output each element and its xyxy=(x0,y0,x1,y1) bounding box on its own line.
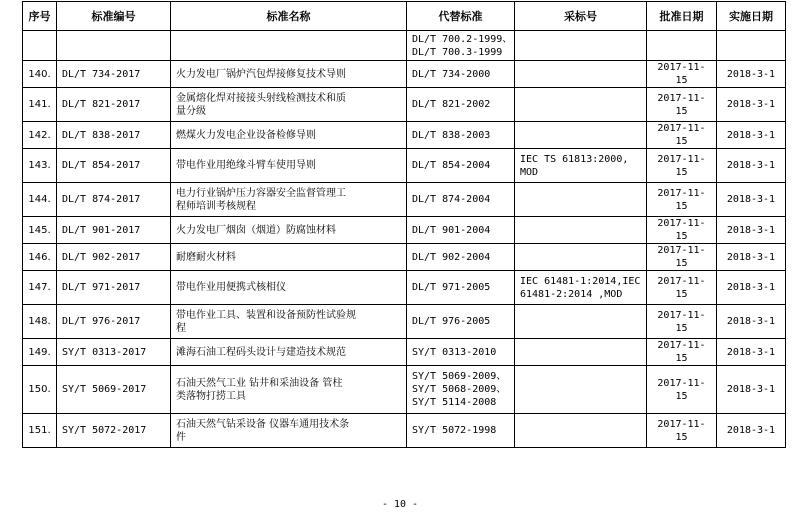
approve-date: 2017-11-15 xyxy=(647,244,717,271)
adopted-standard xyxy=(515,149,647,183)
approve-date: 2017-11-15 xyxy=(647,217,717,244)
standard-name xyxy=(171,414,407,448)
replaced-standard-line: DL/T 700.3-1999 xyxy=(412,46,503,58)
standard-name xyxy=(171,183,407,217)
standard-name xyxy=(171,217,407,244)
adopted-standard xyxy=(515,305,647,339)
replaced-standard xyxy=(407,217,515,244)
standard-code: DL/T 971-2017 xyxy=(57,271,171,305)
replaced-standard-line: DL/T 901-2004 xyxy=(412,224,491,236)
table-row xyxy=(23,61,786,88)
replaced-standard xyxy=(407,122,515,149)
standard-name xyxy=(171,88,407,122)
replaced-standard-line: SY/T 5068-2009、 xyxy=(412,384,507,395)
approve-date: 2017-11-15 xyxy=(647,271,717,305)
adopted-standard-line: MOD xyxy=(520,166,539,178)
col-header-approve-date: 批准日期 xyxy=(647,2,717,31)
table-row xyxy=(23,366,786,414)
standard-name-line: 类落物打捞工具 xyxy=(176,390,246,402)
implement-date xyxy=(717,31,786,61)
standard-code: DL/T 821-2017 xyxy=(57,88,171,122)
replaced-standard xyxy=(407,88,515,122)
adopted-standard-line: IEC 61481-1:2014,IEC xyxy=(520,275,641,287)
standards-table xyxy=(22,1,786,448)
table-header-row xyxy=(23,2,786,31)
row-index: 141. xyxy=(23,88,57,122)
replaced-standard xyxy=(407,183,515,217)
table-row xyxy=(23,414,786,448)
col-header-replaced: 代替标准 xyxy=(407,2,515,31)
replaced-standard-line: SY/T 5114-2008 xyxy=(412,397,497,408)
adopted-standard xyxy=(515,366,647,414)
replaced-standard-line: DL/T 854-2004 xyxy=(412,160,491,171)
adopted-standard xyxy=(515,217,647,244)
implement-date: 2018-3-1 xyxy=(717,305,786,339)
implement-date: 2018-3-1 xyxy=(717,122,786,149)
table-row xyxy=(23,217,786,244)
adopted-standard xyxy=(515,183,647,217)
adopted-standard xyxy=(515,414,647,448)
replaced-standard-line: DL/T 902-2004 xyxy=(412,251,491,263)
replaced-standard xyxy=(407,339,515,366)
standard-name-line: 量分级 xyxy=(176,105,206,117)
replaced-standard xyxy=(407,31,515,61)
adopted-standard xyxy=(515,339,647,366)
approve-date: 2017-11-15 xyxy=(647,339,717,366)
col-header-name: 标准名称 xyxy=(171,2,407,31)
approve-date: 2017-11-15 xyxy=(647,149,717,183)
implement-date: 2018-3-1 xyxy=(717,414,786,448)
standard-code: DL/T 901-2017 xyxy=(57,217,171,244)
approve-date: 2017-11-15 xyxy=(647,61,717,88)
replaced-standard-line: DL/T 734-2000 xyxy=(412,68,491,80)
table-row xyxy=(23,271,786,305)
standard-name-line: 滩海石油工程码头设计与建造技术规范 xyxy=(176,346,346,358)
row-index: 140. xyxy=(23,61,57,88)
standard-name-line: 带电作业工具、装置和设备预防性试验规 xyxy=(176,309,356,321)
row-index: 148. xyxy=(23,305,57,339)
standard-name-line: 件 xyxy=(176,431,186,443)
standard-name xyxy=(171,271,407,305)
standard-code: DL/T 854-2017 xyxy=(57,149,171,183)
standard-name-line: 石油天然气钻采设备 仪器车通用技术条 xyxy=(176,418,350,430)
col-header-implement-date: 实施日期 xyxy=(717,2,786,31)
table-row xyxy=(23,183,786,217)
standard-code xyxy=(57,31,171,61)
row-index: 142. xyxy=(23,122,57,149)
implement-date: 2018-3-1 xyxy=(717,149,786,183)
standard-code: SY/T 5069-2017 xyxy=(57,366,171,414)
adopted-standard xyxy=(515,88,647,122)
row-index xyxy=(23,31,57,61)
standard-name-line: 程师培训考核规程 xyxy=(176,200,256,212)
replaced-standard-line: SY/T 0313-2010 xyxy=(412,346,497,358)
row-index: 143. xyxy=(23,149,57,183)
standard-name xyxy=(171,339,407,366)
replaced-standard xyxy=(407,271,515,305)
standard-code: DL/T 734-2017 xyxy=(57,61,171,88)
col-header-code: 标准编号 xyxy=(57,2,171,31)
replaced-standard-line: DL/T 838-2003 xyxy=(412,129,491,141)
approve-date: 2017-11-15 xyxy=(647,183,717,217)
replaced-standard xyxy=(407,414,515,448)
implement-date: 2018-3-1 xyxy=(717,271,786,305)
table-row xyxy=(23,244,786,271)
standard-name-line: 金属熔化焊对接接头射线检测技术和质 xyxy=(176,92,346,104)
standard-name xyxy=(171,31,407,61)
standard-name-line: 电力行业锅炉压力容器安全监督管理工 xyxy=(176,187,346,199)
standard-code: SY/T 0313-2017 xyxy=(57,339,171,366)
adopted-standard xyxy=(515,61,647,88)
standard-name xyxy=(171,149,407,183)
standard-code: DL/T 976-2017 xyxy=(57,305,171,339)
standard-name-line: 带电作业用绝缘斗臂车使用导则 xyxy=(176,160,316,171)
adopted-standard-line: IEC TS 61813:2000, xyxy=(520,153,629,165)
standard-name xyxy=(171,305,407,339)
standard-name-line: 石油天然气工业 钻井和采油设备 管柱 xyxy=(176,377,343,389)
replaced-standard-line: DL/T 821-2002 xyxy=(412,99,491,110)
standard-name xyxy=(171,244,407,271)
implement-date: 2018-3-1 xyxy=(717,339,786,366)
implement-date: 2018-3-1 xyxy=(717,183,786,217)
table-row xyxy=(23,149,786,183)
row-index: 146. xyxy=(23,244,57,271)
standard-name-line: 燃煤火力发电企业设备检修导则 xyxy=(176,129,316,141)
approve-date: 2017-11-15 xyxy=(647,414,717,448)
standard-name-line: 耐磨耐火材料 xyxy=(176,251,236,263)
col-header-adopted: 采标号 xyxy=(515,2,647,31)
row-index: 144. xyxy=(23,183,57,217)
row-index: 145. xyxy=(23,217,57,244)
page-number: - 10 - xyxy=(381,499,419,510)
table-row xyxy=(23,88,786,122)
replaced-standard xyxy=(407,244,515,271)
replaced-standard-line: SY/T 5072-1998 xyxy=(412,425,497,436)
approve-date: 2017-11-15 xyxy=(647,88,717,122)
standard-code: DL/T 902-2017 xyxy=(57,244,171,271)
replaced-standard-line: DL/T 874-2004 xyxy=(412,194,491,205)
replaced-standard xyxy=(407,149,515,183)
approve-date: 2017-11-15 xyxy=(647,305,717,339)
standard-name xyxy=(171,122,407,149)
implement-date: 2018-3-1 xyxy=(717,217,786,244)
standard-name xyxy=(171,366,407,414)
table-row xyxy=(23,305,786,339)
standard-name xyxy=(171,61,407,88)
standard-name-line: 程 xyxy=(176,322,186,334)
row-index: 149. xyxy=(23,339,57,366)
row-index: 151. xyxy=(23,414,57,448)
adopted-standard xyxy=(515,244,647,271)
table-row xyxy=(23,31,786,61)
replaced-standard-line: DL/T 971-2005 xyxy=(412,282,491,293)
adopted-standard-line: 61481-2:2014 ,MOD xyxy=(520,288,623,300)
col-header-index: 序号 xyxy=(23,2,57,31)
replaced-standard xyxy=(407,366,515,414)
table-row xyxy=(23,339,786,366)
standard-name-line: 火力发电厂烟囱（烟道）防腐蚀材料 xyxy=(176,224,336,236)
approve-date: 2017-11-15 xyxy=(647,122,717,149)
replaced-standard-line: SY/T 5069-2009、 xyxy=(412,371,507,382)
adopted-standard xyxy=(515,122,647,149)
standard-code: DL/T 874-2017 xyxy=(57,183,171,217)
implement-date: 2018-3-1 xyxy=(717,88,786,122)
row-index: 147. xyxy=(23,271,57,305)
implement-date: 2018-3-1 xyxy=(717,61,786,88)
standard-code: DL/T 838-2017 xyxy=(57,122,171,149)
approve-date xyxy=(647,31,717,61)
approve-date: 2017-11-15 xyxy=(647,366,717,414)
standard-name-line: 火力发电厂锅炉汽包焊接修复技术导则 xyxy=(176,68,346,80)
replaced-standard-line: DL/T 976-2005 xyxy=(412,316,491,327)
implement-date: 2018-3-1 xyxy=(717,366,786,414)
replaced-standard-line: DL/T 700.2-1999、 xyxy=(412,33,513,45)
replaced-standard xyxy=(407,61,515,88)
adopted-standard xyxy=(515,271,647,305)
replaced-standard xyxy=(407,305,515,339)
standard-name-line: 带电作业用便携式核相仪 xyxy=(176,282,286,293)
row-index: 150. xyxy=(23,366,57,414)
implement-date: 2018-3-1 xyxy=(717,244,786,271)
table-row xyxy=(23,122,786,149)
standard-code: SY/T 5072-2017 xyxy=(57,414,171,448)
adopted-standard xyxy=(515,31,647,61)
